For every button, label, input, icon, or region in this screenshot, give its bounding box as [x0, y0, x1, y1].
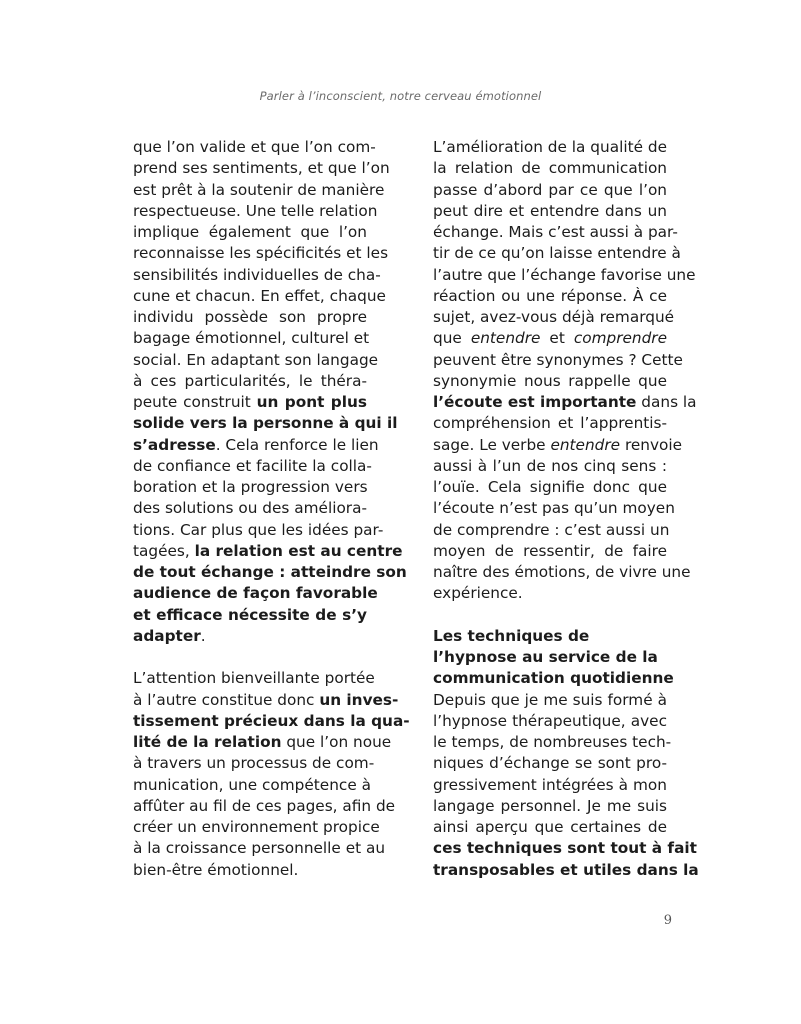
text-line: [433, 371, 667, 392]
text-line: [433, 668, 674, 689]
text-run: expérience.: [433, 584, 523, 603]
text-line: [133, 243, 389, 264]
text-line: [133, 668, 375, 689]
text-line: [133, 753, 375, 774]
text-line: [433, 392, 697, 413]
text-line: [433, 158, 667, 179]
text-run: cune et chacun. En effet, chaque: [133, 286, 386, 305]
text-line: [133, 605, 367, 626]
text-run: que: [433, 329, 471, 348]
text-line: [133, 583, 378, 604]
text-line: [133, 201, 378, 222]
text-run: ainsi aperçu que certaines de: [433, 818, 667, 836]
text-line: [433, 562, 691, 583]
bold-text: un pont plus: [256, 393, 367, 411]
text-line: [433, 180, 667, 201]
text-line: [133, 626, 367, 647]
text-line: [433, 775, 667, 796]
text-run: sujet, avez-vous déjà remarqué: [433, 308, 675, 326]
italic-text: comprendre: [573, 329, 667, 348]
text-run: que l’on valide et que l’on com-: [133, 138, 376, 156]
text-run: renvoie: [620, 435, 683, 454]
text-line: [133, 180, 385, 201]
text-run: tions. Car plus que les idées par-: [133, 520, 384, 539]
bold-text: solide vers la personne à qui il: [133, 414, 398, 433]
text-line: [133, 732, 392, 753]
bold-text: un inves-: [319, 690, 399, 709]
bold-text: la relation est au centre: [194, 541, 403, 560]
bold-text: et efficace nécessite de s’y: [133, 605, 367, 624]
italic-text: entendre: [550, 435, 621, 454]
text-run: l’écoute n’est pas qu’un moyen: [433, 499, 675, 518]
text-run: tagées,: [133, 541, 195, 560]
text-line: [133, 158, 390, 179]
text-line: [133, 350, 379, 371]
text-run: l’autre que l’échange favorise une: [433, 265, 696, 284]
text-run: peut dire et entendre dans un: [433, 201, 667, 220]
text-run: .: [200, 626, 206, 645]
text-line: [133, 307, 367, 328]
text-run: à ces particularités, le théra-: [133, 371, 367, 390]
text-run: des solutions ou des améliora-: [133, 499, 367, 518]
text-line: [433, 307, 675, 328]
text-line: [433, 583, 667, 604]
text-line: [433, 201, 667, 222]
bold-text: l’hypnose au service de la: [433, 648, 658, 666]
text-run: affûter au fil de ces pages, afin de: [133, 796, 396, 815]
text-run: peuvent être synonymes ? Cette: [433, 350, 683, 369]
text-line: [133, 328, 370, 349]
text-line: [433, 541, 667, 562]
text-line: [133, 286, 386, 307]
bold-text: communication quotidienne: [433, 669, 674, 688]
text-line: [133, 796, 396, 817]
text-run: que l’on noue: [281, 733, 392, 751]
text-run: aussi à l’un de nos cinq sens :: [433, 456, 667, 475]
text-run: prend ses sentiments, et que l’on: [133, 159, 390, 178]
text-run: implique également que l’on: [133, 223, 367, 241]
text-run: réaction ou une réponse. À ce: [433, 286, 667, 305]
text-run: sensibilités individuelles de cha-: [133, 265, 381, 284]
text-line: [433, 647, 667, 668]
text-line: [433, 817, 667, 838]
text-run: sage. Le verbe: [433, 435, 551, 454]
text-run: passe d’abord par ce que l’on: [433, 180, 667, 199]
text-run: peute construit: [133, 393, 257, 411]
text-line: [433, 796, 667, 817]
text-line: [433, 413, 667, 434]
text-line: [433, 286, 667, 307]
text-line: [433, 711, 667, 732]
bold-text: ces techniques sont tout à fait: [433, 839, 697, 858]
text-line: [433, 477, 667, 498]
text-line: [433, 350, 683, 371]
text-run: . Cela renforce le lien: [215, 435, 379, 454]
text-line: [133, 498, 367, 519]
bold-text: s’adresse: [133, 435, 216, 454]
text-run: bien-être émotionnel.: [133, 860, 299, 879]
text-run: social. En adaptant son langage: [133, 350, 379, 369]
bold-text: lité de la relation: [133, 733, 282, 751]
bold-text: de tout échange : atteindre son: [133, 563, 407, 581]
text-run: créer un environnement propice: [133, 818, 380, 836]
text-line: [433, 838, 697, 859]
text-line: [133, 392, 367, 413]
text-run: et: [540, 329, 574, 348]
bold-text: transposables et utiles dans la: [433, 860, 699, 879]
text-line: [133, 222, 367, 243]
page-number: 9: [663, 913, 672, 928]
text-run: à l’autre constitue donc: [133, 690, 320, 709]
text-run: tir de ce qu’on laisse entendre à: [433, 244, 681, 263]
text-line: [433, 626, 667, 647]
text-line: [133, 690, 399, 711]
text-run: synonymie nous rappelle que: [433, 371, 667, 390]
text-line: [433, 456, 667, 477]
text-line: [433, 732, 672, 753]
text-run: est prêt à la soutenir de manière: [133, 180, 385, 199]
right-column: [433, 137, 699, 881]
text-line: [133, 838, 386, 859]
text-run: bagage émotionnel, culturel et: [133, 329, 370, 348]
running-head: Parler à l’inconscient, notre cerveau émotionnel: [259, 89, 542, 103]
text-run: la relation de communication: [433, 159, 667, 178]
text-run: de confiance et facilite la colla-: [133, 456, 372, 475]
text-run: compréhension et l’apprentis-: [433, 414, 667, 433]
text-run: de comprendre : c’est aussi un: [433, 520, 670, 539]
text-line: [433, 520, 670, 541]
bold-text: l’écoute est importante: [433, 393, 637, 411]
text-run: moyen de ressentir, de faire: [433, 541, 667, 560]
text-line: [133, 860, 367, 881]
text-run: naître des émotions, de vivre une: [433, 563, 691, 581]
text-run: l’ouïe. Cela signifie donc que: [433, 478, 667, 496]
text-run: échange. Mais c’est aussi à par-: [433, 223, 678, 241]
bold-text: audience de façon favorable: [133, 584, 378, 603]
text-run: individu possède son propre: [133, 308, 367, 326]
text-line: [433, 222, 678, 243]
text-line: [433, 243, 681, 264]
text-run: à travers un processus de com-: [133, 754, 375, 773]
text-line: [133, 775, 371, 796]
text-run: dans la: [636, 393, 697, 411]
text-run: boration et la progression vers: [133, 478, 368, 496]
left-column: [133, 137, 410, 881]
text-run: gressivement intégrées à mon: [433, 775, 667, 794]
text-line: [433, 328, 667, 349]
text-line: [133, 413, 398, 434]
paragraph-gap: [433, 605, 667, 626]
text-line: [133, 541, 403, 562]
text-line: [433, 137, 667, 158]
text-run: l’hypnose thérapeutique, avec: [433, 711, 667, 730]
text-line: [433, 498, 675, 519]
text-line: [433, 860, 699, 881]
italic-text: entendre: [470, 329, 541, 348]
text-run: niques d’échange se sont pro-: [433, 754, 667, 773]
text-run: langage personnel. Je me suis: [433, 796, 667, 815]
text-run: le temps, de nombreuses tech-: [433, 733, 672, 751]
text-line: [433, 690, 667, 711]
text-line: [433, 435, 683, 456]
text-run: respectueuse. Une telle relation: [133, 201, 378, 220]
text-run: Depuis que je me suis formé à: [433, 690, 667, 709]
text-line: [133, 562, 407, 583]
bold-text: Les techniques de: [433, 626, 590, 645]
text-run: munication, une compétence à: [133, 775, 371, 794]
text-line: [133, 435, 379, 456]
text-line: [133, 520, 384, 541]
text-line: [133, 265, 381, 286]
bold-text: adapter: [133, 626, 201, 645]
paragraph-gap: [133, 647, 367, 668]
text-run: à la croissance personnelle et au: [133, 839, 386, 858]
text-line: [133, 371, 367, 392]
text-line: [133, 817, 380, 838]
text-run: reconnaisse les spécificités et les: [133, 244, 389, 263]
text-line: [433, 753, 667, 774]
text-line: [433, 265, 696, 286]
text-run: L’amélioration de la qualité de: [433, 138, 667, 156]
text-line: [133, 711, 410, 732]
text-line: [133, 477, 367, 498]
bold-text: tissement précieux dans la qua-: [133, 711, 410, 730]
text-line: [133, 456, 372, 477]
text-line: [133, 137, 376, 158]
text-run: L’attention bienveillante portée: [133, 669, 375, 688]
